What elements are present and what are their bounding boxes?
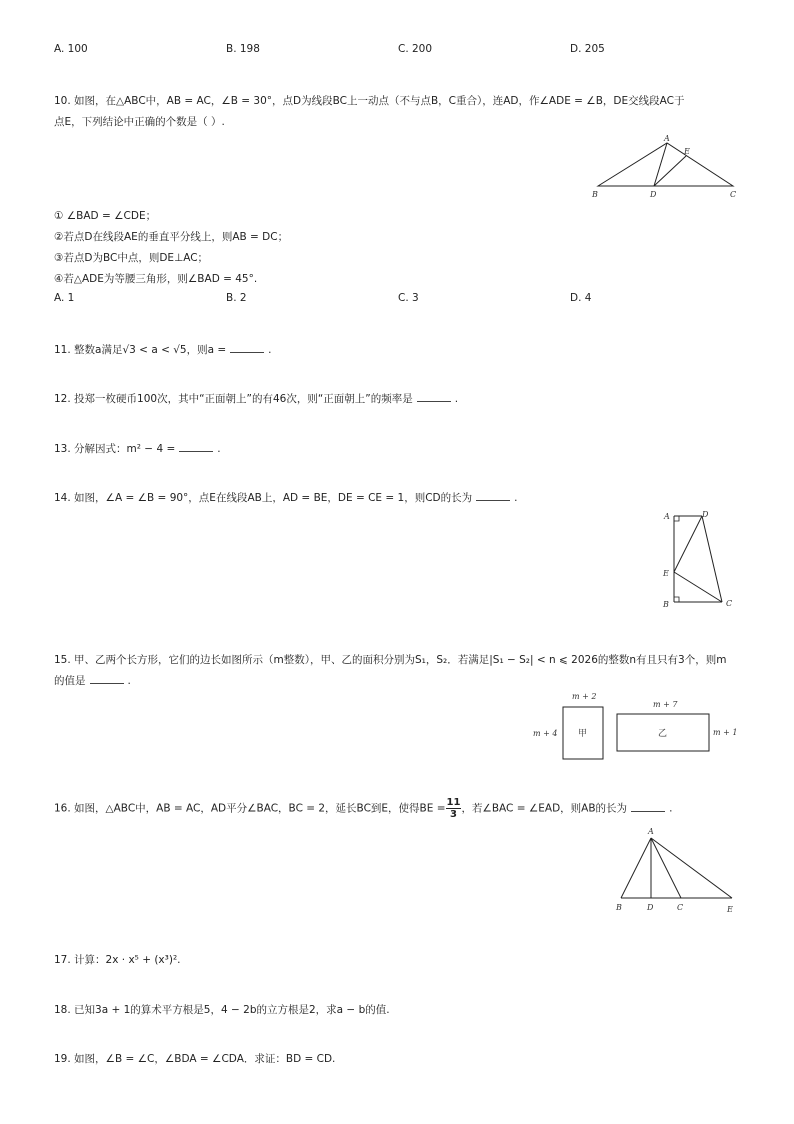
- q10-option-c: C. 3: [398, 292, 419, 304]
- q14-answer-blank: [476, 491, 510, 501]
- q9-option-d: D. 205: [570, 43, 605, 55]
- q10-option-d: D. 4: [570, 292, 592, 304]
- q11: [54, 342, 272, 357]
- q10-figure: [590, 134, 750, 202]
- q14-label-a: A: [664, 512, 670, 521]
- q14-label-c: C: [726, 599, 733, 608]
- q14-end: .: [514, 492, 518, 504]
- q11-stem: 11. 整数a满足√3 < a < √5，则a =: [54, 344, 227, 356]
- q16-figure: [610, 826, 740, 916]
- q10-label-d: D: [650, 190, 657, 199]
- q10-label-e: E: [684, 147, 690, 156]
- q14: [54, 490, 517, 505]
- q10-item-2: ②若点D在线段AE的垂直平分线上，则AB = DC；: [54, 231, 289, 243]
- q15-yi-name: 乙: [658, 729, 668, 739]
- q18: 18. 已知3a + 1的算术平方根是5，4 − 2b的立方根是2，求a − b的值.: [54, 1004, 390, 1016]
- q15-yi-top: m + 7: [653, 700, 678, 709]
- q10-option-a: A. 1: [54, 292, 75, 304]
- q13: [54, 441, 221, 456]
- q10-label-a: A: [664, 134, 670, 143]
- q14-figure: [660, 508, 740, 612]
- q15-answer-blank: [90, 674, 124, 684]
- q16-end: .: [669, 802, 673, 815]
- q15-stem-line1: 15. 甲、乙两个长方形，它们的边长如图所示（m整数），甲、乙的面积分别为S₁，S₂．若满足|S₁ − S₂| < n ⩽ 2026的整数n有且只有3个，则m: [54, 654, 727, 666]
- q16-label-b: B: [616, 903, 622, 912]
- q19: 19. 如图，∠B = ∠C，∠BDA = ∠CDA．求证：BD = CD.: [54, 1053, 336, 1065]
- q11-end: .: [268, 344, 272, 356]
- q15-stem-line2: [54, 673, 131, 688]
- q9-option-b: B. 198: [226, 43, 260, 55]
- q16-label-e: E: [727, 905, 733, 914]
- q9-option-a: A. 100: [54, 43, 88, 55]
- q12-answer-blank: [417, 392, 451, 402]
- q16: [54, 797, 672, 820]
- q16-stem-mid: ，若∠BAC = ∠EAD，则AB的长为: [461, 802, 628, 815]
- q14-label-e: E: [663, 569, 669, 578]
- q10-label-c: C: [730, 190, 737, 199]
- q15-figure: [530, 690, 750, 764]
- q14-stem: 14. 如图，∠A = ∠B = 90°，点E在线段AB上，AD = BE，DE = CE = 1，则CD的长为: [54, 492, 473, 504]
- q10-options: [54, 292, 754, 306]
- q10-item-4: ④若△ADE为等腰三角形，则∠BAD = 45°.: [54, 273, 258, 285]
- q12-stem: 12. 投郑一枚硬币100次，其中“正面朝上”的有46次，则“正面朝上”的频率是: [54, 393, 413, 405]
- q13-end: .: [217, 443, 221, 455]
- q10-item-3: ③若点D为BC中点，则DE⊥AC；: [54, 252, 209, 264]
- q15-stem-pre: 的值是: [54, 675, 86, 687]
- q10-stem-line1: 10. 如图，在△ABC中，AB = AC，∠B = 30°，点D为线段BC上一动点（不与点B，C重合），连AD，作∠ADE = ∠B，DE交线段AC于: [54, 95, 685, 107]
- q10-stem-line2: 点E，下列结论中正确的个数是（ ）.: [54, 116, 225, 128]
- q12-end: .: [454, 393, 459, 405]
- q11-answer-blank: [230, 343, 264, 353]
- q16-label-d: D: [647, 903, 654, 912]
- q9-options: [54, 43, 754, 57]
- q16-answer-blank: [631, 802, 665, 812]
- q15-jia-left: m + 4: [533, 729, 558, 738]
- q10-option-b: B. 2: [226, 292, 247, 304]
- q14-label-d: D: [702, 510, 709, 519]
- q13-answer-blank: [179, 442, 213, 452]
- q10-item-1: ① ∠BAD = ∠CDE；: [54, 210, 157, 222]
- q10-label-b: B: [592, 190, 598, 199]
- q9-option-c: C. 200: [398, 43, 433, 55]
- q15-yi-right: m + 1: [713, 728, 738, 737]
- q13-stem: 13. 分解因式：m² − 4 =: [54, 443, 176, 455]
- q12: [54, 391, 458, 406]
- q15-jia-name: 甲: [578, 729, 588, 739]
- q16-frac-num: 11: [446, 797, 461, 808]
- q14-label-b: B: [663, 600, 669, 609]
- q16-label-a: A: [648, 827, 654, 836]
- q16-label-c: C: [677, 903, 684, 912]
- q15-end: .: [127, 675, 131, 687]
- q17: 17. 计算：2x · x⁵ + (x³)².: [54, 954, 181, 966]
- q15-jia-top: m + 2: [572, 692, 597, 701]
- q16-stem: 16. 如图，△ABC中，AB = AC，AD平分∠BAC，BC = 2，延长BC到E，使得BE =: [54, 802, 446, 815]
- q16-fraction: [446, 797, 462, 820]
- q16-frac-den: 3: [449, 809, 457, 820]
